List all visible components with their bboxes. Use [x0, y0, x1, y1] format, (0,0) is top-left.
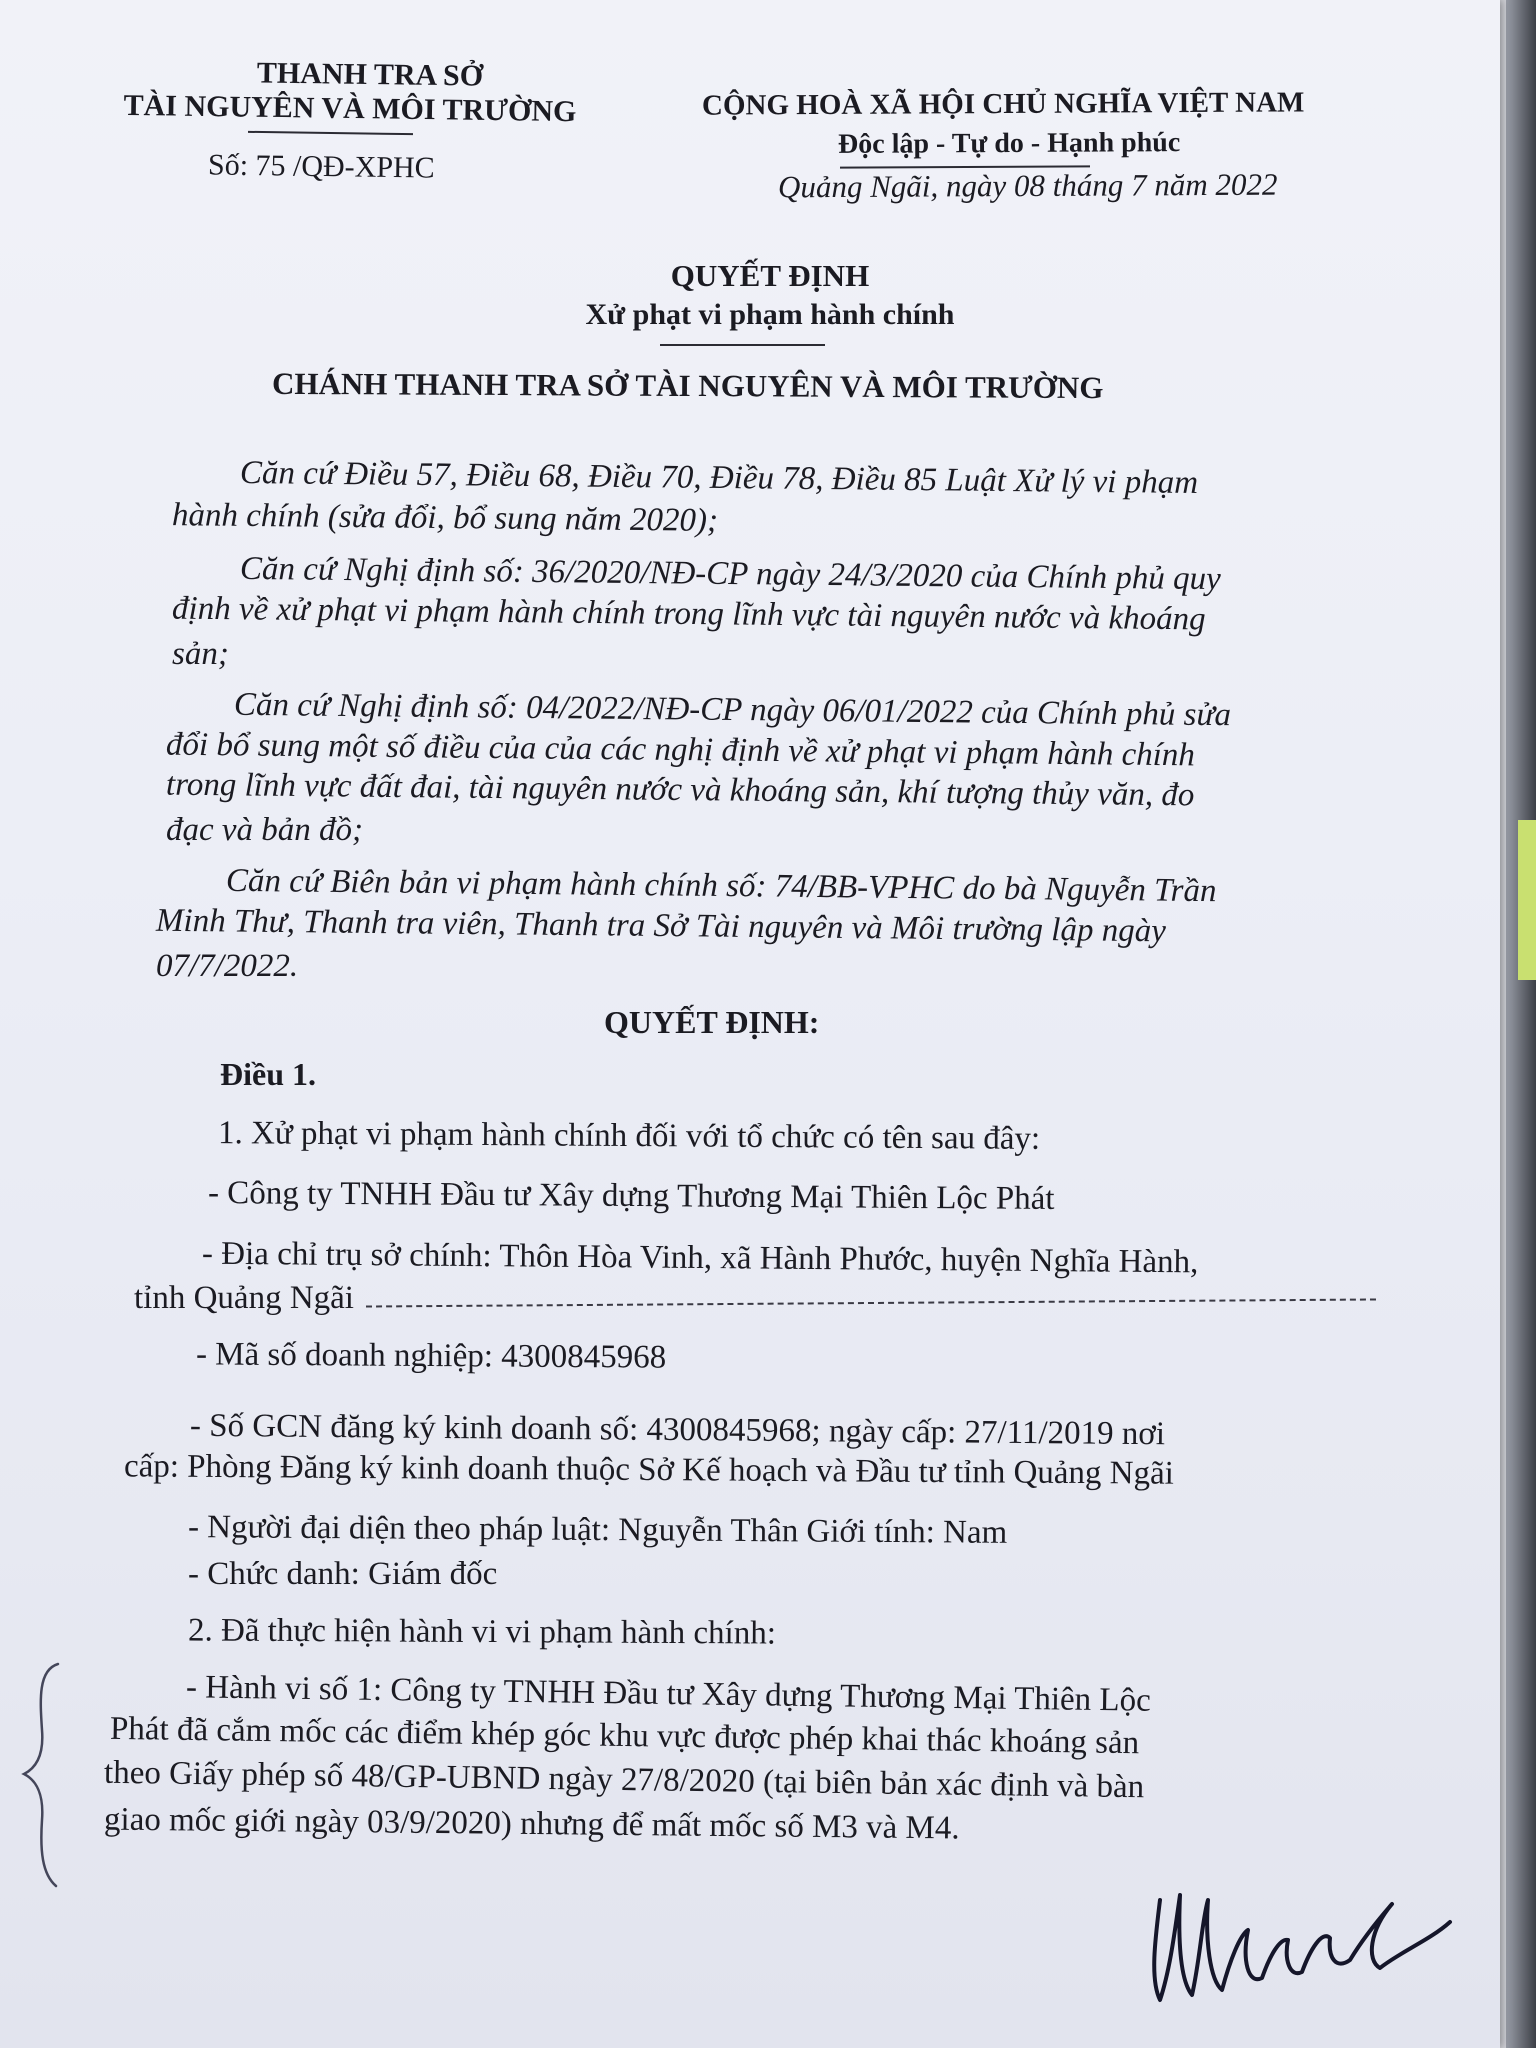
- document-page: THANH TRA SỞ TÀI NGUYÊN VÀ MÔI TRƯỜNG Số: 75 /QĐ-XPHC CỘNG HOÀ XÃ HỘI CHỦ NGHĨA VIỆT NAM Độc lập - Tự do - Hạnh phúc Quảng Ngãi, ngày 08 tháng 7 năm 2022 QUYẾT ĐỊNH Xử phạt vi phạm hành chính CHÁNH THANH TRA SỞ TÀI NGUYÊN VÀ MÔI TRƯỜNG Căn cứ Điều 57, Điều 68, Điều 70, Điều 78, Điều 85 Luật Xử lý vi phạm hành chính (sửa đổi, bổ sung năm 2020); Căn cứ Nghị định số: 36/2020/NĐ-CP ngày 24/3/2020 của Chính phủ quy định về xử phạt vi phạm hành chính trong lĩnh vực tài nguyên nước và khoáng sản; Căn cứ Nghị định số: 04/2022/NĐ-CP ngày 06/01/2022 của Chính phủ sửa đổi bổ sung một số điều của của các nghị định về xử phạt vi phạm hành chính trong lĩnh vực đất đai, tài nguyên nước và khoáng sản, khí tượng thủy văn, đo đạc và bản đồ; Căn cứ Biên bản vi phạm hành chính số: 74/BB-VPHC do bà Nguyễn Trần Minh Thư, Thanh tra viên, Thanh tra Sở Tài nguyên và Môi trường lập ngày 07/7/2022. QUYẾT ĐỊNH: Điều 1. 1. Xử phạt vi phạm hành chính đối với tổ chức có tên sau đây: - Công ty TNHH Đầu tư Xây dựng Thương Mại Thiên Lộc Phát - Địa chỉ trụ sở chính: Thôn Hòa Vinh, xã Hành Phước, huyện Nghĩa Hành, tỉnh Quảng Ngãi - Mã số doanh nghiệp: 4300845968 - Số GCN đăng ký kinh doanh số: 4300845968; ngày cấp: 27/11/2019 nơi cấp: Phòng Đăng ký kinh doanh thuộc Sở Kế hoạch và Đầu tư tỉnh Quảng Ngãi - Người đại diện theo pháp luật: Nguyễn Thân Giới tính: Nam - Chức danh: Giám đốc 2. Đã thực hiện hành vi vi phạm hành chính: - Hành vi số 1: Công ty TNHH Đầu tư Xây dựng Thương Mại Thiên Lộc Phát đã cắm mốc các điểm khép góc khu vực được phép khai thác khoáng sản theo Giấy phép số 48/GP-UBND ngày 27/8/2020 (tại biên bản xác định và bàn giao mốc giới ngày 03/9/2020) nhưng để mất mốc số M3 và M4.: [0, 0, 1500, 2048]
- decision-subtitle: Xử phạt vi phạm hành chính: [585, 298, 955, 331]
- document-number: Số: 75 /QĐ-XPHC: [207, 148, 435, 185]
- handwritten-initials: [1130, 1860, 1470, 2030]
- issuing-authority: CHÁNH THANH TRA SỞ TÀI NGUYÊN VÀ MÔI TRƯỜNG: [271, 365, 1104, 406]
- company-name: - Công ty TNHH Đầu tư Xây dựng Thương Mại Thiên Lộc Phát: [207, 1175, 1055, 1217]
- business-registration-cont: cấp: Phòng Đăng ký kinh doanh thuộc Sở Kế hoạch và Đầu tư tỉnh Quảng Ngãi: [123, 1448, 1175, 1492]
- title-underline: [660, 344, 825, 346]
- agency-underline: [248, 131, 413, 135]
- head-office-address: - Địa chỉ trụ sở chính: Thôn Hòa Vinh, xã Hành Phước, huyện Nghĩa Hành,: [201, 1235, 1199, 1281]
- country-name: CỘNG HOÀ XÃ HỘI CHỦ NGHĨA VIỆT NAM: [701, 86, 1305, 122]
- head-office-address-cont: tỉnh Quảng Ngãi: [134, 1280, 354, 1316]
- background-edge: [1506, 0, 1536, 2048]
- handwritten-bracket: [18, 1660, 68, 1890]
- agency-line1: THANH TRA SỞ: [256, 56, 484, 93]
- national-motto: Độc lập - Tự do - Hạnh phúc: [837, 127, 1181, 160]
- business-registration: - Số GCN đăng ký kinh doanh số: 4300845968; ngày cấp: 27/11/2019 nơi: [189, 1407, 1166, 1453]
- article-1-heading: Điều 1.: [220, 1056, 316, 1092]
- item-2-intro: 2. Đã thực hiện hành vi vi phạm hành chính:: [187, 1612, 777, 1652]
- agency-line2: TÀI NGUYÊN VÀ MÔI TRƯỜNG: [123, 88, 577, 129]
- place-and-date: Quảng Ngãi, ngày 08 tháng 7 năm 2022: [777, 166, 1278, 205]
- item-1-intro: 1. Xử phạt vi phạm hành chính đối với tổ chức có tên sau đây:: [217, 1115, 1041, 1157]
- background-folder-edge: [1518, 820, 1536, 980]
- enterprise-code: - Mã số doanh nghiệp: 4300845968: [195, 1336, 667, 1376]
- representative-position: - Chức danh: Giám đốc: [188, 1556, 498, 1592]
- decision-title: QUYẾT ĐỊNH: [670, 258, 870, 293]
- dashed-fill-line: [366, 1298, 1376, 1307]
- decision-heading: QUYẾT ĐỊNH:: [604, 1004, 820, 1040]
- legal-representative: - Người đại diện theo pháp luật: Nguyễn Thân Giới tính: Nam: [187, 1509, 1008, 1551]
